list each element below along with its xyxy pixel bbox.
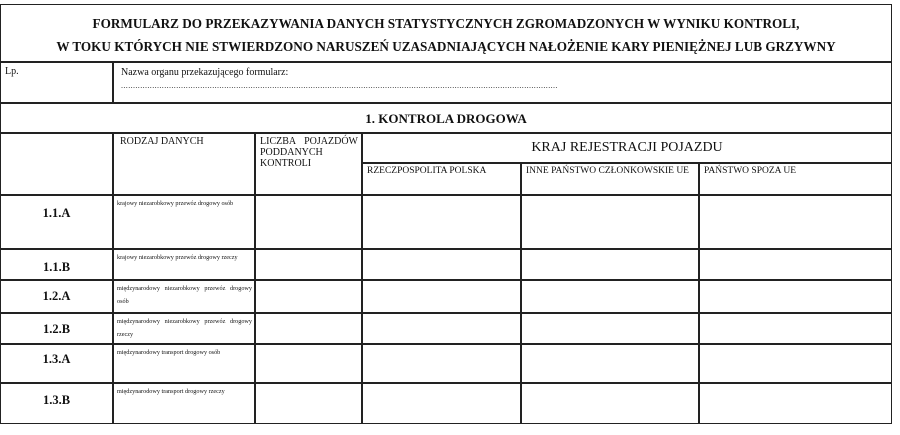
row-id: 1.2.A: [0, 280, 113, 313]
count-input[interactable]: [255, 195, 362, 249]
poland-input[interactable]: [362, 383, 521, 424]
header-lp-cell: [0, 133, 113, 195]
poland-input[interactable]: [362, 313, 521, 344]
poland-input[interactable]: [362, 280, 521, 313]
org-name-field[interactable]: [113, 62, 892, 103]
form-title: [0, 4, 892, 62]
count-input[interactable]: [255, 383, 362, 424]
column-header-count: LICZBA POJAZDÓW PODDANYCH KONTROLI: [255, 133, 362, 195]
column-header-poland: RZECZPOSPOLITA POLSKA: [362, 163, 521, 195]
count-input[interactable]: [255, 313, 362, 344]
row-id: 1.1.B: [0, 249, 113, 280]
column-header-country-group: KRAJ REJESTRACJI POJAZDU: [362, 133, 892, 163]
non-eu-input[interactable]: [699, 249, 892, 280]
non-eu-input[interactable]: [699, 344, 892, 383]
row-id: 1.2.B: [0, 313, 113, 344]
count-input[interactable]: [255, 249, 362, 280]
non-eu-input[interactable]: [699, 313, 892, 344]
org-name-label: Nazwa organu przekazującego formularz:: [121, 67, 289, 78]
other-eu-input[interactable]: [521, 280, 699, 313]
row-description: międzynarodowy niezarobkowy przewóz drogowy osób: [113, 280, 255, 313]
poland-input[interactable]: [362, 249, 521, 280]
other-eu-input[interactable]: [521, 344, 699, 383]
row-description: międzynarodowy niezarobkowy przewóz drogowy rzeczy: [113, 313, 255, 344]
non-eu-input[interactable]: [699, 383, 892, 424]
column-header-non-eu: PAŃSTWO SPOZA UE: [699, 163, 892, 195]
other-eu-input[interactable]: [521, 195, 699, 249]
form-title-line-1: FORMULARZ DO PRZEKAZYWANIA DANYCH STATYSTYCZNYCH ZGROMADZONYCH W WYNIKU KONTROLI,: [92, 16, 800, 31]
non-eu-input[interactable]: [699, 195, 892, 249]
org-lp-cell: [0, 62, 113, 103]
poland-input[interactable]: [362, 344, 521, 383]
row-id: 1.1.A: [0, 195, 113, 249]
org-name-dotted-line: ......................................................................................................................................................................................: [121, 81, 558, 90]
row-description: międzynarodowy transport drogowy osób: [113, 344, 255, 383]
count-input[interactable]: [255, 344, 362, 383]
column-header-other-eu: INNE PAŃSTWO CZŁONKOWSKIE UE: [521, 163, 699, 195]
section-title: 1. KONTROLA DROGOWA: [0, 103, 892, 133]
row-description: krajowy niezarobkowy przewóz drogowy rzeczy: [113, 249, 255, 280]
non-eu-input[interactable]: [699, 280, 892, 313]
other-eu-input[interactable]: [521, 249, 699, 280]
row-id: 1.3.A: [0, 344, 113, 383]
other-eu-input[interactable]: [521, 313, 699, 344]
other-eu-input[interactable]: [521, 383, 699, 424]
form-title-line-2: W TOKU KTÓRYCH NIE STWIERDZONO NARUSZEŃ UZASADNIAJĄCYCH NAŁOŻENIE KARY PIENIĘŻNEJ LUB GRZYWNY: [56, 39, 836, 54]
poland-input[interactable]: [362, 195, 521, 249]
count-input[interactable]: [255, 280, 362, 313]
column-header-type: RODZAJ DANYCH: [113, 133, 255, 195]
row-description: międzynarodowy transport drogowy rzeczy: [113, 383, 255, 424]
org-lp-label: Lp.: [5, 66, 19, 77]
row-description: krajowy niezarobkowy przewóz drogowy osób: [113, 195, 255, 249]
row-id: 1.3.B: [0, 383, 113, 424]
